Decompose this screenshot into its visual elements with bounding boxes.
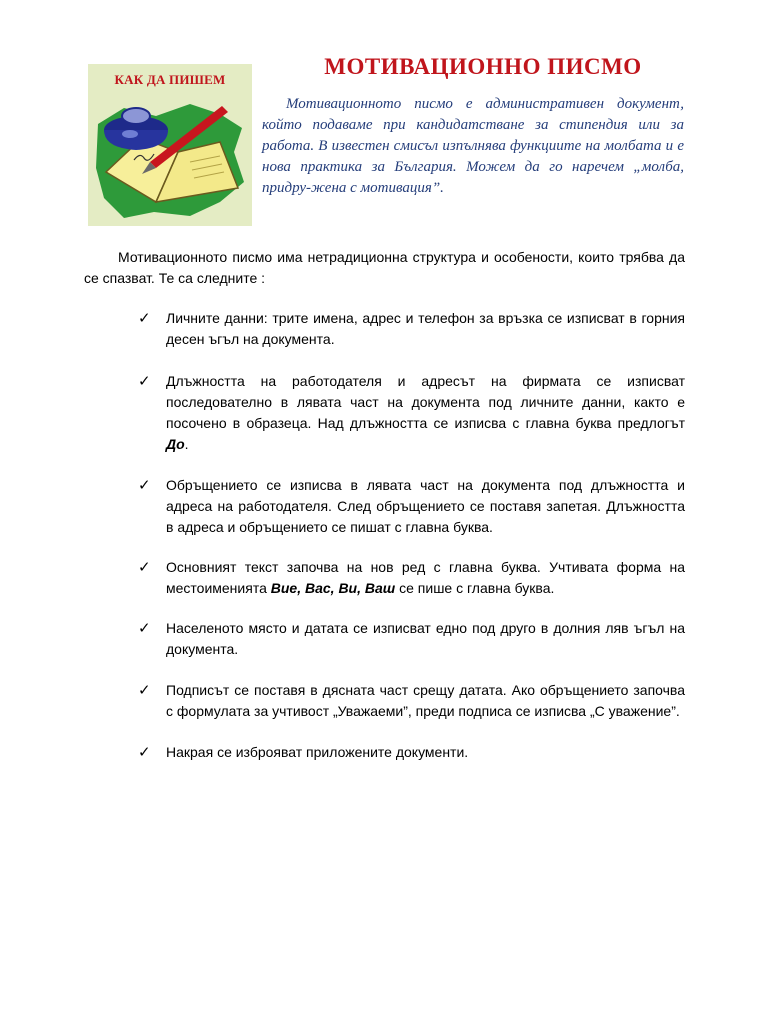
- checkmark-icon: ✓: [138, 373, 151, 390]
- list-item-emphasis: Вие, Вас, Ви, Ваш: [270, 580, 396, 596]
- checkmark-icon: ✓: [138, 477, 151, 494]
- list-item-text: Подписът се поставя в дясната част срещу датата. Ако обръщението започва с формулата за учтивост „Уважаеми”, преди подписа се изписва „С уважение”.: [166, 682, 685, 719]
- list-item-text: Обръщението се изписва в лявата част на документа под длъжността и адреса на работодателя. След обръщението се поставя запетая. Длъжността в адреса и обръщението се пишат с главна буква.: [166, 477, 685, 535]
- checkmark-icon: ✓: [138, 310, 151, 327]
- list-item-text-end: .: [184, 436, 189, 452]
- checkmark-icon: ✓: [138, 559, 151, 576]
- checkmark-icon: ✓: [138, 744, 151, 761]
- list-item-text: Накрая се изброяват приложените документи.: [166, 744, 469, 760]
- logo-image: [88, 64, 252, 226]
- list-item-emphasis: До: [166, 436, 185, 452]
- list-item: [138, 742, 685, 763]
- list-item-text: Основният текст започва на нов ред с главна буква. Учтивата форма на местоименията: [166, 559, 685, 596]
- requirements-list: [138, 308, 685, 763]
- list-item-text-end: се пише с главна буква.: [395, 580, 555, 596]
- list-item: [138, 557, 685, 599]
- ink-pen-book-icon: [94, 90, 246, 222]
- list-item: [138, 308, 685, 350]
- page-title: МОТИВАЦИОННО ПИСМО: [324, 54, 642, 79]
- lead-paragraph: Мотивационното писмо има нетрадиционна структура и особености, които трябва да се спазват. Те са следните :: [84, 249, 685, 286]
- list-item: [138, 680, 685, 722]
- checkmark-icon: ✓: [138, 682, 151, 699]
- list-item-text: Населеното място и датата се изписват едно под друго в долния ляв ъгъл на документа.: [166, 620, 685, 657]
- checkmark-icon: ✓: [138, 620, 151, 637]
- logo-label: КАК ДА ПИШЕМ: [114, 72, 226, 87]
- intro-paragraph: Мотивационното писмо е административен документ, който подаваме при кандидатстване за стипендия или за работа. В известен смисъл изпълнява функциите на молбата и е нова практика за България. Можем да го наречем „молба, придру-жена с мотивация”.: [262, 96, 684, 196]
- list-item: [138, 618, 685, 660]
- list-item-text: Длъжността на работодателя и адресът на фирмата се изписват последователно в лявата част на документа под личните данни, както е посочено в образеца. Над длъжността се изписва с главна буква предлогът: [166, 373, 685, 431]
- list-item: [138, 371, 685, 455]
- list-item-text: Личните данни: трите имена, адрес и телефон за връзка се изписват в горния десен ъгъл на документа.: [166, 310, 685, 347]
- list-item: [138, 475, 685, 538]
